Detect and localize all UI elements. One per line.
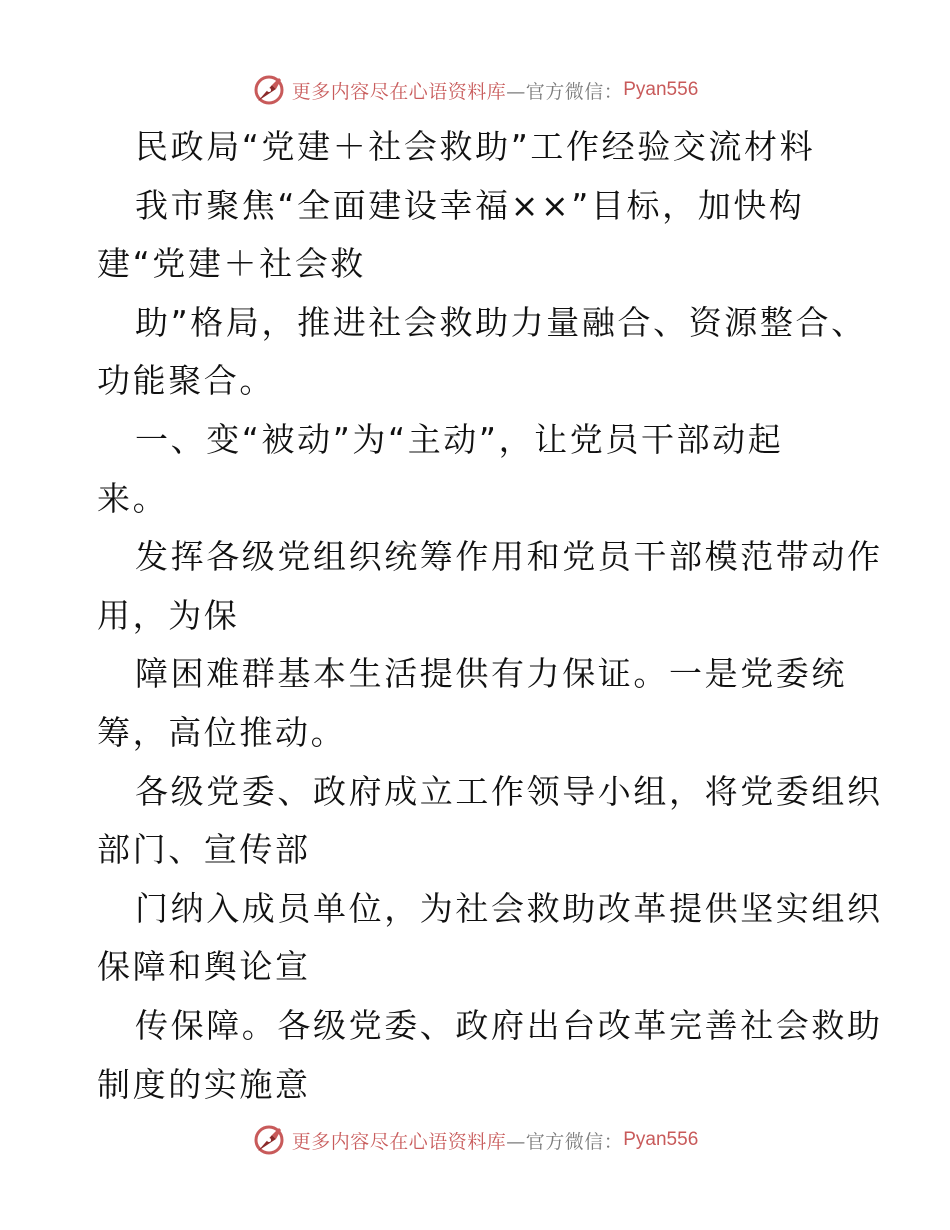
document-body	[97, 118, 883, 1114]
section-heading: 一、变“被动”为“主动”，让党员干部动起	[135, 419, 784, 459]
header-wechat-label: —官方微信：	[506, 80, 624, 103]
paragraph-line: 建“党建＋社会救	[97, 244, 366, 284]
header-site-text: 更多内容尽在心语资料库	[291, 80, 507, 103]
document-title: 民政局“党建＋社会救助”工作经验交流材料	[135, 127, 816, 166]
paragraph-line: 助”格局，推进社会救助力量融合、资源整合、	[135, 302, 867, 342]
pen-nib-circle-icon	[252, 73, 286, 107]
section-heading-cont: 来。	[97, 478, 169, 518]
footer-site-text: 更多内容尽在心语资料库	[291, 1130, 507, 1153]
paragraph-line: 筹，高位推动。	[97, 712, 347, 752]
paragraph-line: 我市聚焦“全面建设幸福××”目标，加快构	[135, 185, 805, 225]
paragraph-line: 门纳入成员单位，为社会救助改革提供坚实组织	[135, 888, 883, 928]
paragraph-line: 传保障。各级党委、政府出台改革完善社会救助	[135, 1005, 883, 1045]
paragraph-line: 各级党委、政府成立工作领导小组，将党委组织	[135, 771, 883, 811]
footer-wechat-id: Pyan556	[623, 1129, 699, 1150]
header-watermark	[0, 70, 950, 110]
pen-nib-circle-icon	[252, 1123, 286, 1157]
paragraph-line: 功能聚合。	[97, 361, 275, 401]
paragraph-line: 用，为保	[97, 595, 240, 635]
header-wechat-id: Pyan556	[623, 79, 699, 100]
footer-watermark	[0, 1120, 950, 1160]
paragraph-line: 制度的实施意	[97, 1064, 311, 1104]
paragraph-line: 发挥各级党组织统筹作用和党员干部模范带动作	[135, 537, 883, 577]
footer-wechat-label: —官方微信：	[506, 1130, 624, 1153]
paragraph-line: 部门、宣传部	[97, 830, 311, 870]
paragraph-line: 保障和舆论宣	[97, 947, 311, 987]
paragraph-line: 障困难群基本生活提供有力保证。一是党委统	[135, 654, 847, 694]
